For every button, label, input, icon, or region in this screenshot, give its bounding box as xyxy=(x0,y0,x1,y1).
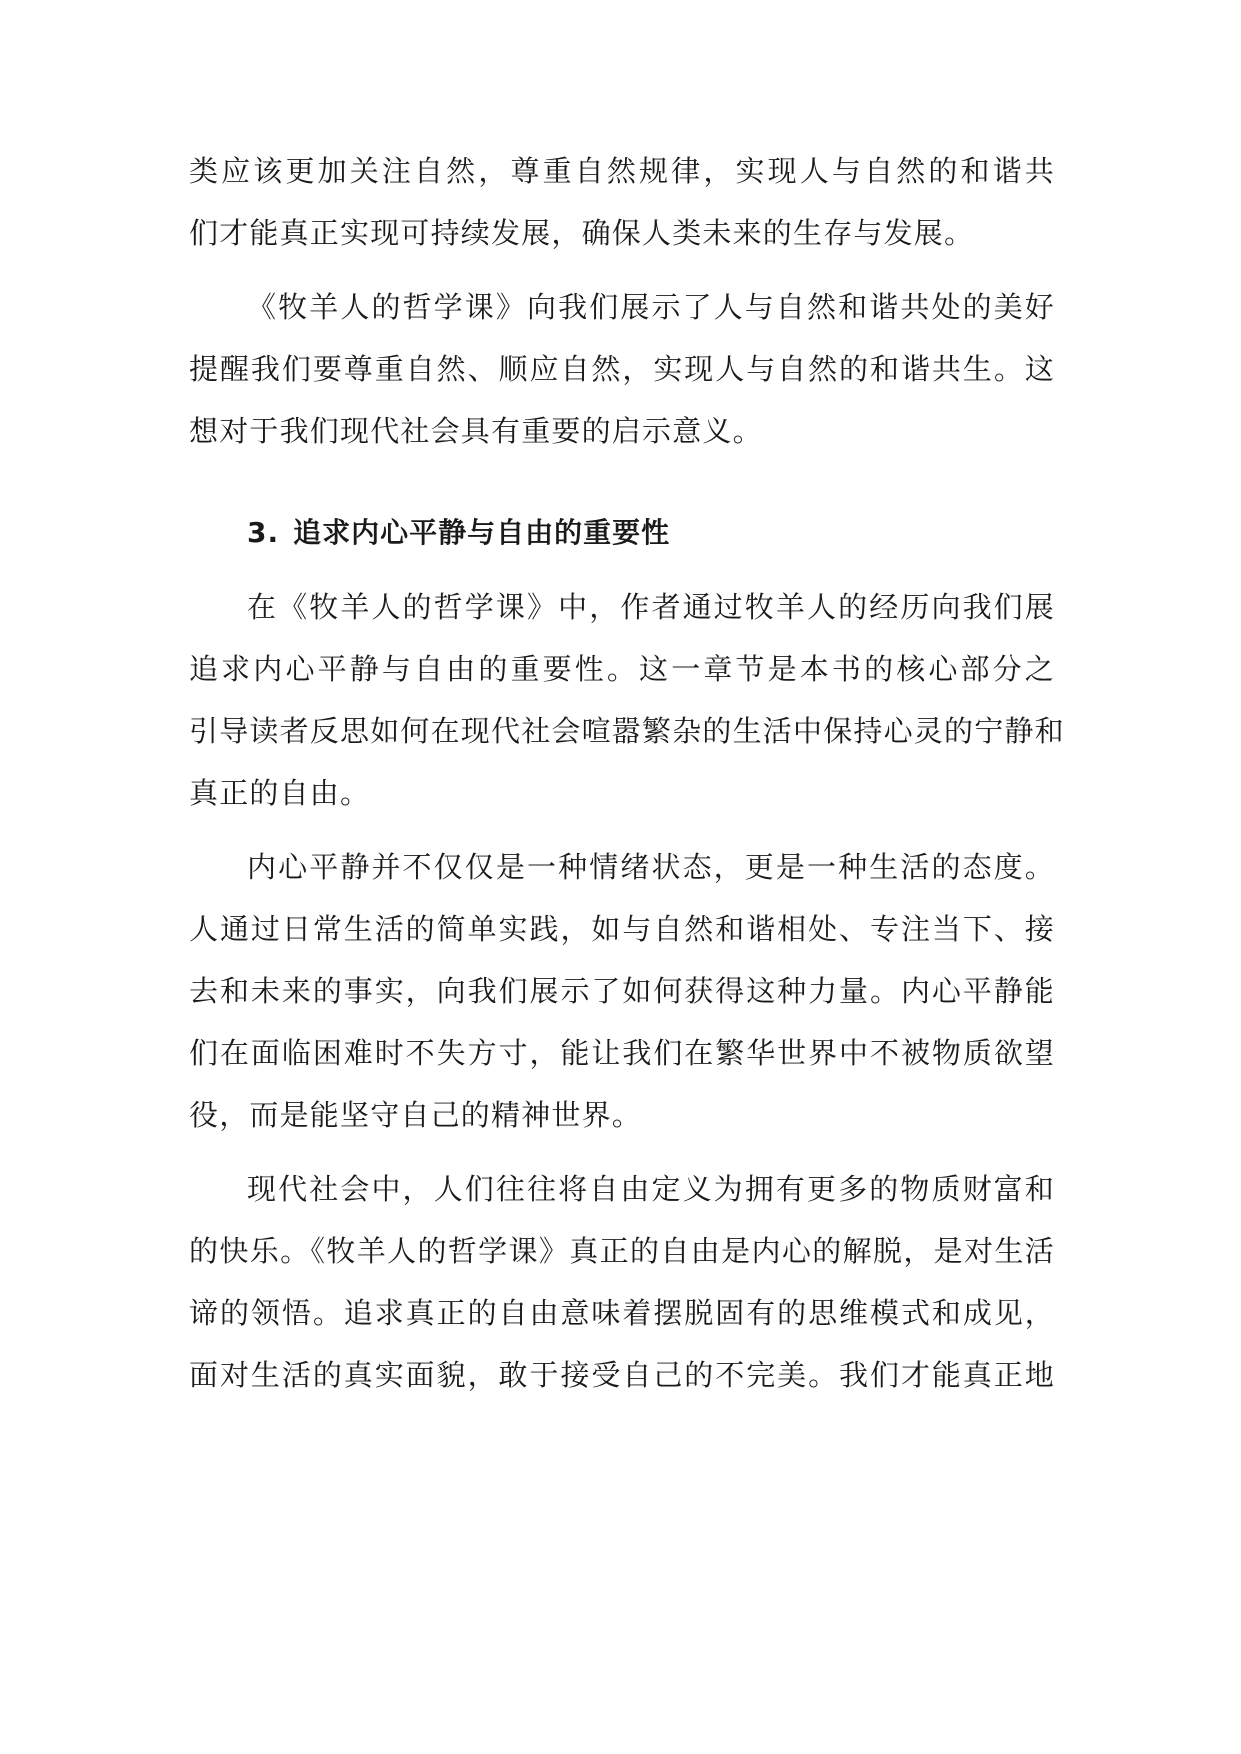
paragraph-line: 内心平静并不仅仅是一种情绪状态，更是一种生活的态度。 xyxy=(247,850,1055,884)
paragraph-line: 追求内心平静与自由的重要性。这一章节是本书的核心部分之 xyxy=(189,652,1055,686)
paragraph-line: 去和未来的事实，向我们展示了如何获得这种力量。内心平静能 xyxy=(189,974,1055,1008)
paragraph-line: 人通过日常生活的简单实践，如与自然和谐相处、专注当下、接 xyxy=(189,912,1055,946)
paragraph-line: 们才能真正实现可持续发展，确保人类未来的生存与发展。 xyxy=(189,216,975,250)
paragraph-line: 役，而是能坚守自己的精神世界。 xyxy=(189,1098,643,1132)
paragraph-line: 提醒我们要尊重自然、顺应自然，实现人与自然的和谐共生。这 xyxy=(189,352,1055,386)
document-body xyxy=(189,140,1065,1406)
paragraph-line: 引导读者反思如何在现代社会喧嚣繁杂的生活中保持心灵的宁静和 xyxy=(189,714,1065,748)
paragraph-line: 在《牧羊人的哲学课》中，作者通过牧羊人的经历向我们展 xyxy=(247,590,1055,624)
paragraph-4 xyxy=(189,836,1055,1146)
section-heading xyxy=(189,502,1055,564)
paragraph-line: 想对于我们现代社会具有重要的启示意义。 xyxy=(189,414,763,448)
paragraph-line: 真正的自由。 xyxy=(189,776,371,810)
paragraph-3 xyxy=(189,576,1065,824)
section-title: 追求内心平静与自由的重要性 xyxy=(293,516,671,549)
paragraph-line: 们在面临困难时不失方寸，能让我们在繁华世界中不被物质欲望 xyxy=(189,1036,1055,1070)
paragraph-line: 《牧羊人的哲学课》向我们展示了人与自然和谐共处的美好 xyxy=(247,290,1055,324)
paragraph-2 xyxy=(189,276,1055,462)
paragraph-5 xyxy=(189,1158,1055,1406)
paragraph-line: 的快乐。《牧羊人的哲学课》真正的自由是内心的解脱，是对生活 xyxy=(189,1234,1055,1268)
paragraph-line: 类应该更加关注自然，尊重自然规律，实现人与自然的和谐共 xyxy=(189,154,1055,188)
section-number: 3. xyxy=(247,516,280,549)
paragraph-line: 谛的领悟。追求真正的自由意味着摆脱固有的思维模式和成见， xyxy=(189,1296,1055,1330)
paragraph-line: 面对生活的真实面貌，敢于接受自己的不完美。我们才能真正地 xyxy=(189,1358,1055,1392)
paragraph-1 xyxy=(189,140,1055,264)
paragraph-line: 现代社会中，人们往往将自由定义为拥有更多的物质财富和 xyxy=(247,1172,1055,1206)
